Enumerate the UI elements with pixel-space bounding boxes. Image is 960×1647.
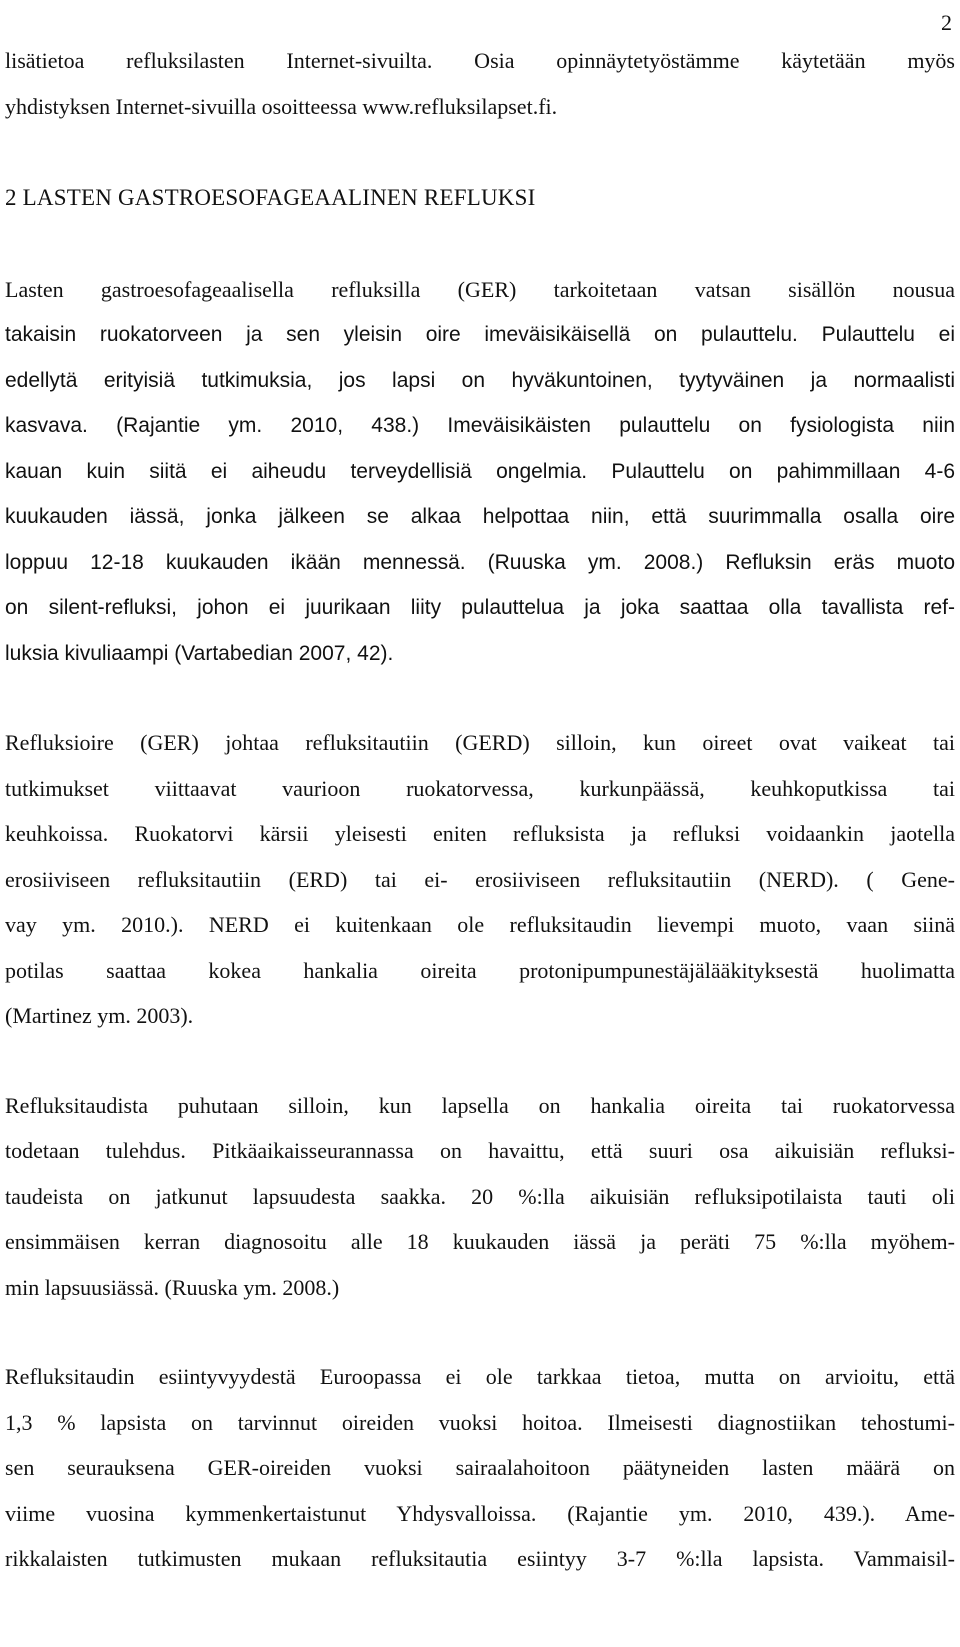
text-line: Refluksitaudista puhutaan silloin, kun lapsella on hankalia oireita tai ruokatorvessa	[5, 1092, 955, 1118]
text-line: edellytä erityisiä tutkimuksia, jos lapsi on hyväkuntoinen, tyytyväinen ja normaalisti	[5, 368, 955, 392]
paragraph-ger-definition	[5, 267, 955, 677]
text-line: kuukauden iässä, jonka jälkeen se alkaa helpottaa niin, että suurimmalla osalla oire	[5, 505, 955, 528]
text-line: takaisin ruokatorveen ja sen yleisin oire imeväisikäisellä on pulauttelu. Pulauttelu ei	[5, 323, 955, 346]
text-line: luksia kivuliaampi (Vartabedian 2007, 42).	[5, 641, 394, 665]
text-line: yhdistyksen Internet-sivuilla osoitteessa www.refluksilapset.fi.	[5, 93, 558, 119]
text-line: 1,3 % lapsista on tarvinnut oireiden vuoksi hoitoa. Ilmeisesti diagnostiikan tehostumi-	[5, 1409, 955, 1435]
text-line: Refluksitaudin esiintyvyydestä Euroopassa ei ole tarkkaa tietoa, mutta on arvioitu, että	[5, 1364, 955, 1389]
text-line: erosiiviseen refluksitautiin (ERD) tai ei- erosiiviseen refluksitautiin (NERD). ( Gene-	[5, 866, 955, 892]
text-line: tutkimukset viittaavat vaurioon ruokatorvessa, kurkunpäässä, keuhkoputkissa tai	[5, 775, 955, 801]
document-body	[5, 38, 955, 1582]
text-line: on silent-refluksi, johon ei juurikaan liity pulauttelua ja joka saattaa olla tavallista ref-	[5, 596, 955, 619]
text-line: lisätietoa refluksilasten Internet-sivuilta. Osia opinnäytetyöstämme käytetään myös	[5, 48, 955, 73]
text-line: (Martinez ym. 2003).	[5, 1003, 194, 1028]
page-number: 2	[941, 10, 952, 35]
intro-paragraph	[5, 38, 955, 129]
text-line: Lasten gastroesofageaalisella refluksilla (GER) tarkoitetaan vatsan sisällön nousua	[5, 276, 955, 302]
text-line: vay ym. 2010.). NERD ei kuitenkaan ole refluksitaudin lievempi muoto, vaan siinä	[5, 912, 955, 937]
text-line: taudeista on jatkunut lapsuudesta saakka. 20 %:lla aikuisiän refluksipotilaista tauti oli	[5, 1183, 955, 1209]
text-line: rikkalaisten tutkimusten mukaan refluksitautia esiintyy 3-7 %:lla lapsista. Vammaisil-	[5, 1546, 955, 1571]
paragraph-reflux-disease	[5, 1083, 955, 1311]
text-line: Refluksioire (GER) johtaa refluksitautiin (GERD) silloin, kun oireet ovat vaikeat tai	[5, 730, 955, 755]
text-line: loppuu 12-18 kuukauden ikään mennessä. (Ruuska ym. 2008.) Refluksin eräs muoto	[5, 550, 955, 574]
text-line: kasvava. (Rajantie ym. 2010, 438.) Imeväisikäisten pulauttelu on fysiologista niin	[5, 414, 955, 437]
text-line: todetaan tulehdus. Pitkäaikaisseurannassa on havaittu, että suuri osa aikuisiän refluksi-	[5, 1138, 955, 1163]
paragraph-gerd	[5, 720, 955, 1039]
text-line: potilas saattaa kokea hankalia oireita protonipumpunestäjälääkityksestä huolimatta	[5, 957, 955, 983]
text-line: sen seurauksena GER-oireiden vuoksi sairaalahoitoon päätyneiden lasten määrä on	[5, 1455, 955, 1480]
text-line: kauan kuin siitä ei aiheudu terveydellisiä ongelmia. Pulauttelu on pahimmillaan 4-6	[5, 459, 955, 483]
section-heading: 2 LASTEN GASTROESOFAGEAALINEN REFLUKSI	[5, 185, 536, 210]
text-line: viime vuosina kymmenkertaistunut Yhdysvalloissa. (Rajantie ym. 2010, 439.). Ame-	[5, 1500, 955, 1526]
text-line: ensimmäisen kerran diagnosoitu alle 18 kuukauden iässä ja peräti 75 %:lla myöhem-	[5, 1229, 955, 1254]
text-line: keuhkoissa. Ruokatorvi kärsii yleisesti eniten refluksista ja refluksi voidaankin jaotella	[5, 821, 955, 846]
paragraph-prevalence	[5, 1354, 955, 1582]
text-line: min lapsuusiässä. (Ruuska ym. 2008.)	[5, 1274, 340, 1300]
